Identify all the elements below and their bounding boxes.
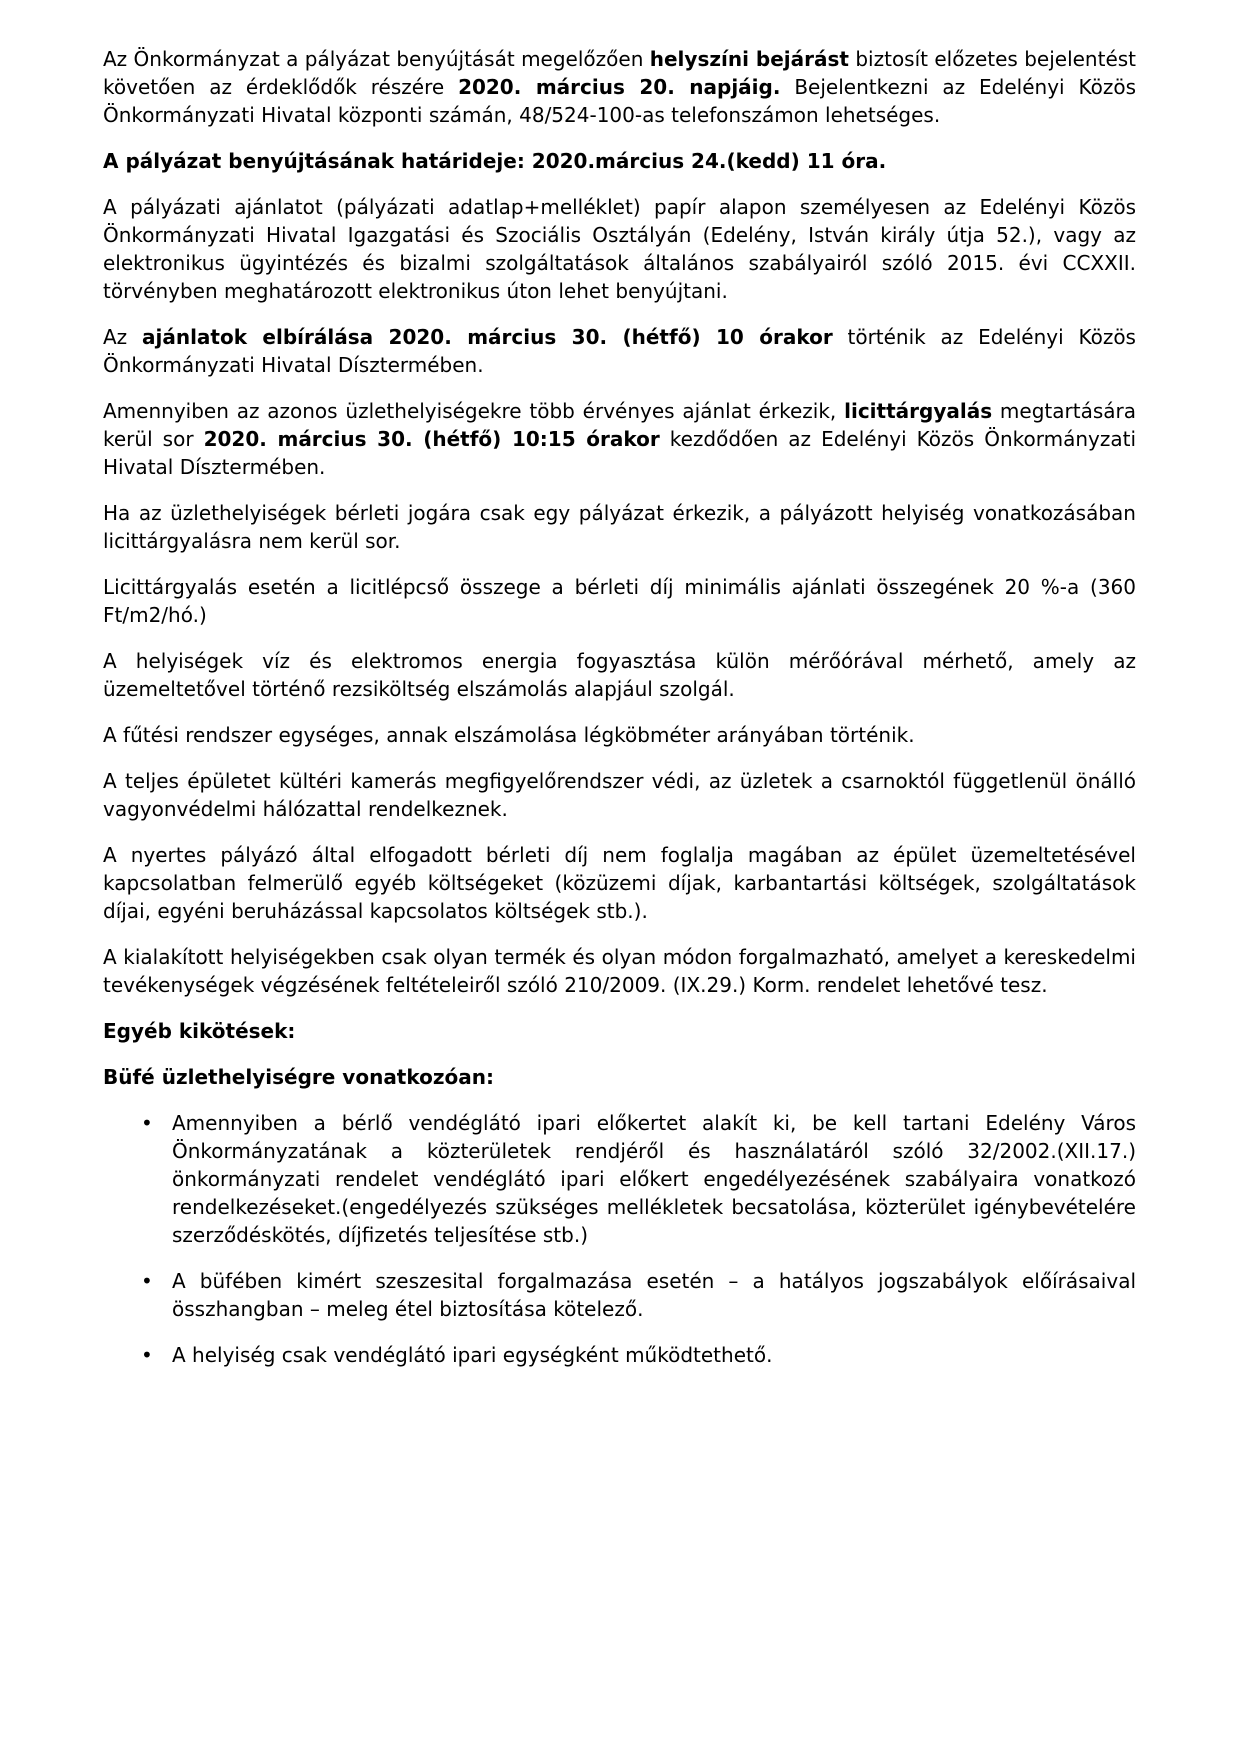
text-run: biztosít előzetes bejelentést követően az érdeklődők részére bbox=[103, 47, 1137, 99]
bullet-item bbox=[103, 1341, 1136, 1369]
text-run: A kialakított helyiségekben csak olyan termék és olyan módon forgalmazható, amelyet a kereskedelmi tevékenységek végzésének feltételeiről szóló 210/2009. (IX.29.) Korm. rendelet lehetővé tesz. bbox=[103, 945, 1136, 997]
text-run: Az Önkormányzat a pályázat benyújtását megelőzően bbox=[103, 47, 650, 71]
text-run: A helyiségek víz és elektromos energia fogyasztása külön mérőórával mérhető, amely az üzemeltetővel történő rezsiköltség elszámolás alapjául szolgál. bbox=[103, 649, 1136, 701]
paragraph bbox=[103, 499, 1136, 555]
text-run: helyszíni bejárást bbox=[649, 47, 849, 71]
section-heading bbox=[103, 147, 1136, 175]
bullet-marker-icon: • bbox=[141, 1343, 153, 1367]
text-run: Egyéb kikötések: bbox=[103, 1019, 296, 1043]
text-run: 2020. március 20. napjáig. bbox=[458, 75, 781, 99]
text-run: A teljes épületet kültéri kamerás megfigyelőrendszer védi, az üzletek a csarnoktól függetlenül önálló vagyonvédelmi hálózattal rendelkeznek. bbox=[103, 769, 1136, 821]
text-run: Büfé üzlethelyiségre vonatkozóan: bbox=[103, 1065, 494, 1089]
text-run: kezdődően az Edelényi Közös Önkormányzati Hivatal Dísztermében. bbox=[103, 427, 1137, 479]
text-run: Licittárgyalás esetén a licitlépcső összege a bérleti díj minimális ajánlati összegének 20 %-a (360 Ft/m2/hó.) bbox=[103, 575, 1136, 627]
bullet-item bbox=[103, 1267, 1136, 1323]
paragraph bbox=[103, 45, 1136, 129]
text-run: Bejelentkezni az Edelényi Közös Önkormányzati Hivatal központi számán, 48/524-100-as telefonszámon lehetséges. bbox=[103, 75, 1136, 127]
text-run: ajánlatok elbírálása 2020. március 30. (hétfő) 10 órakor bbox=[141, 325, 833, 349]
text-run: Amennyiben az azonos üzlethelyiségekre több érvényes ajánlat érkezik, bbox=[103, 399, 845, 423]
paragraph bbox=[103, 647, 1136, 703]
paragraph bbox=[103, 767, 1136, 823]
paragraph bbox=[103, 323, 1136, 379]
text-run: Amennyiben a bérlő vendéglátó ipari előkertet alakít ki, be kell tartani Edelény Város Önkormányzatának a közterületek rendjéről és használatáról szóló 32/2002.(XII.17.) önkormányzati rendelet vendéglátó ipari előkert engedélyezésének szabályaira vonatkozó rendelkezéseket.(engedélyezés szükséges mellékletek becsatolása, közterület igénybevételére szerződéskötés, díjfizetés teljesítése stb.) bbox=[172, 1111, 1136, 1247]
paragraph bbox=[103, 193, 1136, 305]
text-run: A büfében kimért szeszesital forgalmazása esetén – a hatályos jogszabályok előírásaival összhangban – meleg étel biztosítása kötelező. bbox=[172, 1269, 1136, 1321]
text-run: A pályázati ajánlatot (pályázati adatlap+melléklet) papír alapon személyesen az Edelényi Közös Önkormányzati Hivatal Igazgatási és Szociális Osztályán (Edelény, István király útja 52.), vagy az elektronikus ügyintézés és bizalmi szolgáltatások általános szabályairól szóló 2015. évi CCXXII. törvényben meghatározott elektronikus úton lehet benyújtani. bbox=[103, 195, 1136, 303]
paragraph bbox=[103, 841, 1136, 925]
document-body bbox=[103, 45, 1136, 1369]
text-run: történik az Edelényi Közös Önkormányzati Hivatal Dísztermében. bbox=[103, 325, 1136, 377]
text-run: 2020. március 30. (hétfő) 10:15 órakor bbox=[203, 427, 660, 451]
paragraph bbox=[103, 943, 1136, 999]
text-run: licittárgyalás bbox=[844, 399, 993, 423]
text-run: A helyiség csak vendéglátó ipari egységként működtethető. bbox=[172, 1343, 773, 1367]
text-run: Ha az üzlethelyiségek bérleti jogára csak egy pályázat érkezik, a pályázott helyiség vonatkozásában licittárgyalásra nem kerül sor. bbox=[103, 501, 1136, 553]
bullet-marker-icon: • bbox=[141, 1269, 153, 1293]
section-heading bbox=[103, 1063, 1136, 1091]
bullet-marker-icon: • bbox=[141, 1111, 153, 1135]
paragraph bbox=[103, 397, 1136, 481]
bullet-item bbox=[103, 1109, 1136, 1249]
section-heading bbox=[103, 1017, 1136, 1045]
text-run: A nyertes pályázó által elfogadott bérleti díj nem foglalja magában az épület üzemeltetésével kapcsolatban felmerülő egyéb költségeket (közüzemi díjak, karbantartási költségek, szolgáltatások díjai, egyéni beruházással kapcsolatos költségek stb.). bbox=[103, 843, 1136, 923]
paragraph bbox=[103, 573, 1136, 629]
text-run: megtartására kerül sor bbox=[103, 399, 1136, 451]
text-run: Az bbox=[103, 325, 142, 349]
text-run: A fűtési rendszer egységes, annak elszámolása légköbméter arányában történik. bbox=[103, 723, 915, 747]
paragraph bbox=[103, 721, 1136, 749]
text-run: A pályázat benyújtásának határideje: 2020.március 24.(kedd) 11 óra. bbox=[103, 149, 887, 173]
